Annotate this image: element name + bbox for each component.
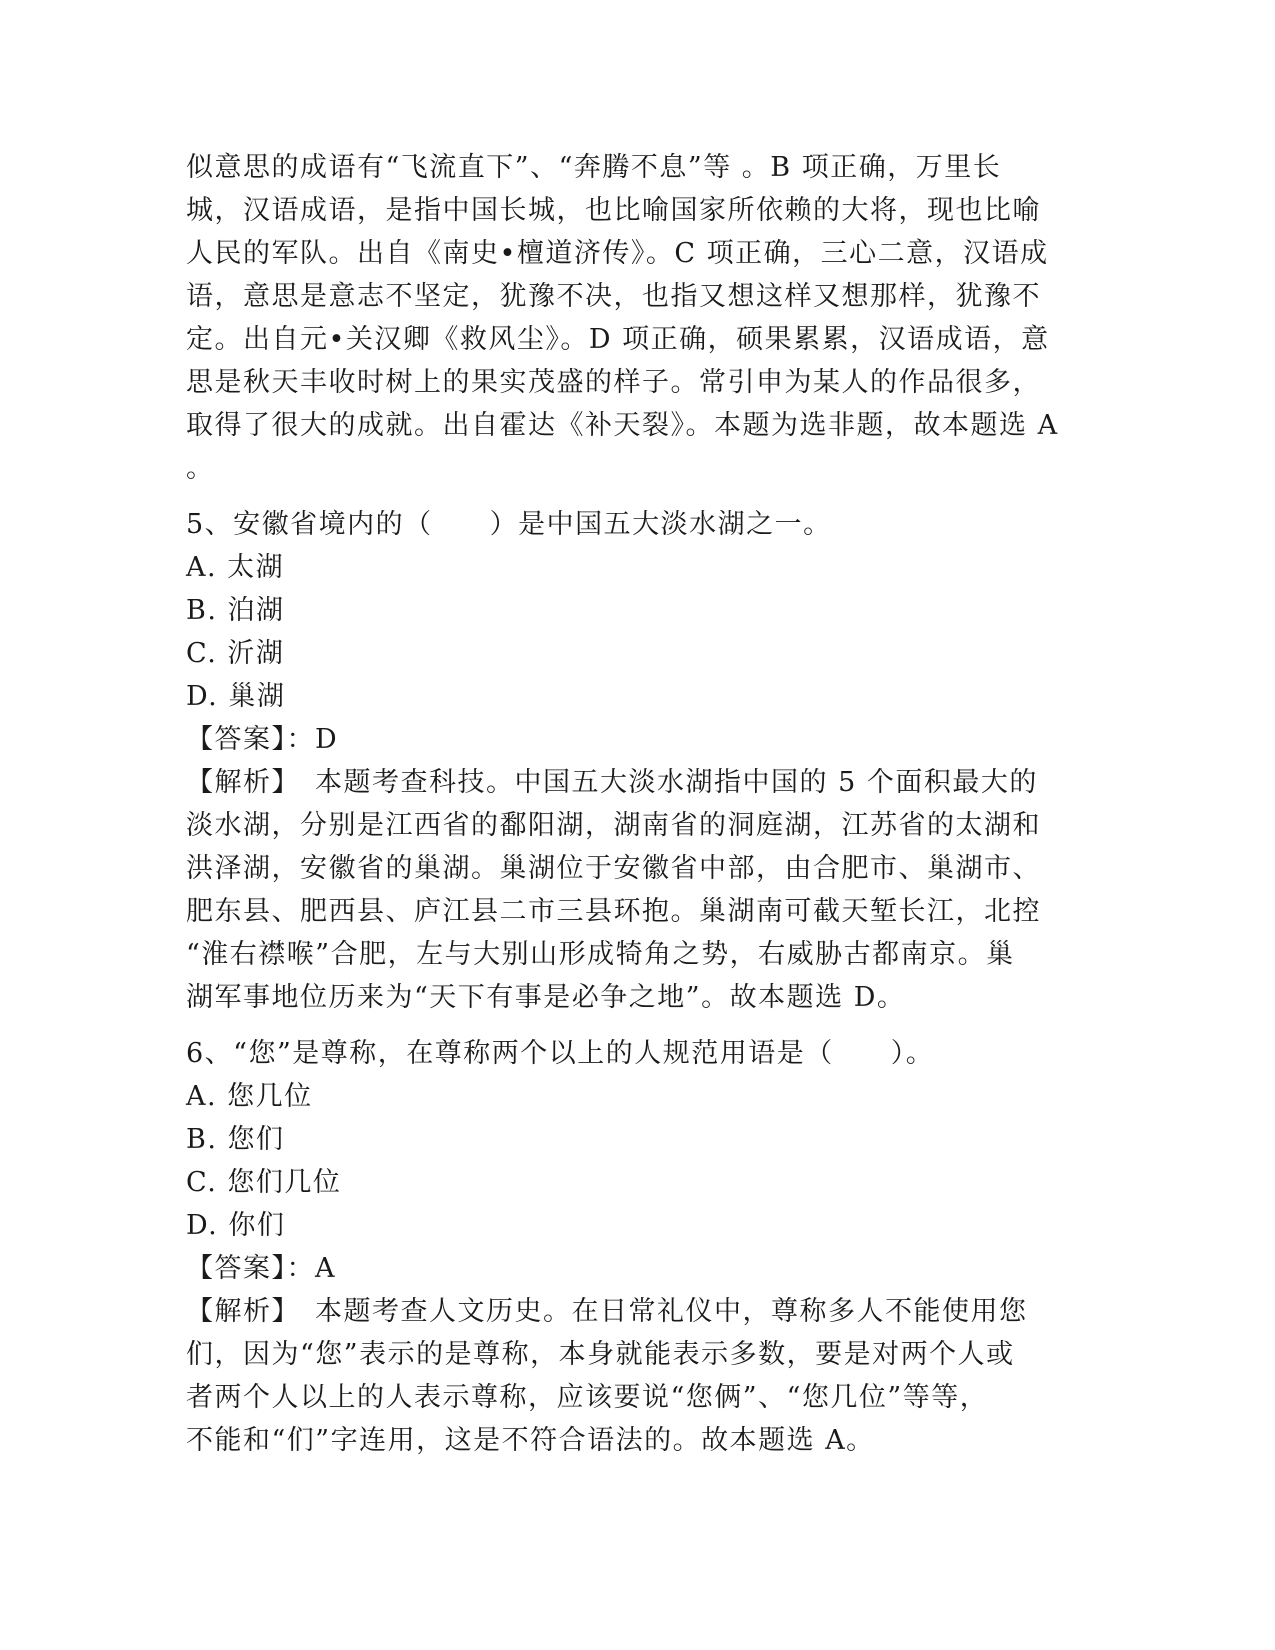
option-d: D. 巢湖	[186, 681, 286, 712]
text-line: 取得了很大的成就。出自霍达《补天裂》。本题为选非题，故本题选 A	[186, 410, 1059, 441]
option-a: A. 您几位	[186, 1081, 313, 1112]
text-line: 语，意思是意志不坚定，犹豫不决，也指又想这样又想那样，犹豫不	[186, 281, 1041, 312]
option-c: C. 沂湖	[186, 638, 285, 669]
analysis-line: 【解析】 本题考查科技。中国五大淡水湖指中国的 5 个面积最大的	[186, 767, 1038, 798]
analysis-line: 淡水湖，分别是江西省的鄱阳湖，湖南省的洞庭湖，江苏省的太湖和	[186, 810, 1041, 841]
text-line: 人民的军队。出自《南史•檀道济传》。C 项正确，三心二意，汉语成	[186, 238, 1049, 269]
document-page	[186, 146, 1086, 1462]
question-stem: 5、安徽省境内的（ ）是中国五大淡水湖之一。	[186, 509, 832, 540]
answer-line: 【答案】：A	[186, 1253, 336, 1284]
analysis-line: “淮右襟喉”合肥，左与大别山形成犄角之势，右威胁古都南京。巢	[186, 939, 1015, 970]
text-line: 。	[186, 453, 215, 484]
question-6	[186, 1032, 1086, 1462]
text-line: 思是秋天丰收时树上的果实茂盛的样子。常引申为某人的作品很多，	[186, 367, 1041, 398]
previous-analysis-continuation	[186, 146, 1086, 490]
text-line: 似意思的成语有“飞流直下”、“奔腾不息”等 。B 项正确，万里长	[186, 152, 1002, 183]
analysis-line: 肥东县、肥西县、庐江县二市三县环抱。巢湖南可截天堑长江，北控	[186, 896, 1041, 927]
option-a: A. 太湖	[186, 552, 285, 583]
analysis-line: 洪泽湖，安徽省的巢湖。巢湖位于安徽省中部，由合肥市、巢湖市、	[186, 853, 1041, 884]
option-d: D. 你们	[186, 1210, 286, 1241]
question-5	[186, 503, 1086, 1019]
analysis-line: 不能和“们”字连用，这是不符合语法的。故本题选 A。	[186, 1425, 875, 1456]
text-line: 定。出自元•关汉卿《救风尘》。D 项正确，硕果累累，汉语成语，意	[186, 324, 1050, 355]
text-line: 城，汉语成语，是指中国长城，也比喻国家所依赖的大将，现也比喻	[186, 195, 1041, 226]
analysis-line: 【解析】 本题考查人文历史。在日常礼仪中，尊称多人不能使用您	[186, 1296, 1028, 1327]
option-b: B. 您们	[186, 1124, 285, 1155]
question-stem: 6、“您”是尊称，在尊称两个以上的人规范用语是（ ）。	[186, 1038, 935, 1069]
option-c: C. 您们几位	[186, 1167, 342, 1198]
answer-line: 【答案】：D	[186, 724, 339, 755]
analysis-line: 们，因为“您”表示的是尊称，本身就能表示多数，要是对两个人或	[186, 1339, 1015, 1370]
analysis-line: 者两个人以上的人表示尊称，应该要说“您俩”、“您几位”等等，	[186, 1382, 989, 1413]
analysis-line: 湖军事地位历来为“天下有事是必争之地”。故本题选 D。	[186, 982, 906, 1013]
option-b: B. 泊湖	[186, 595, 285, 626]
